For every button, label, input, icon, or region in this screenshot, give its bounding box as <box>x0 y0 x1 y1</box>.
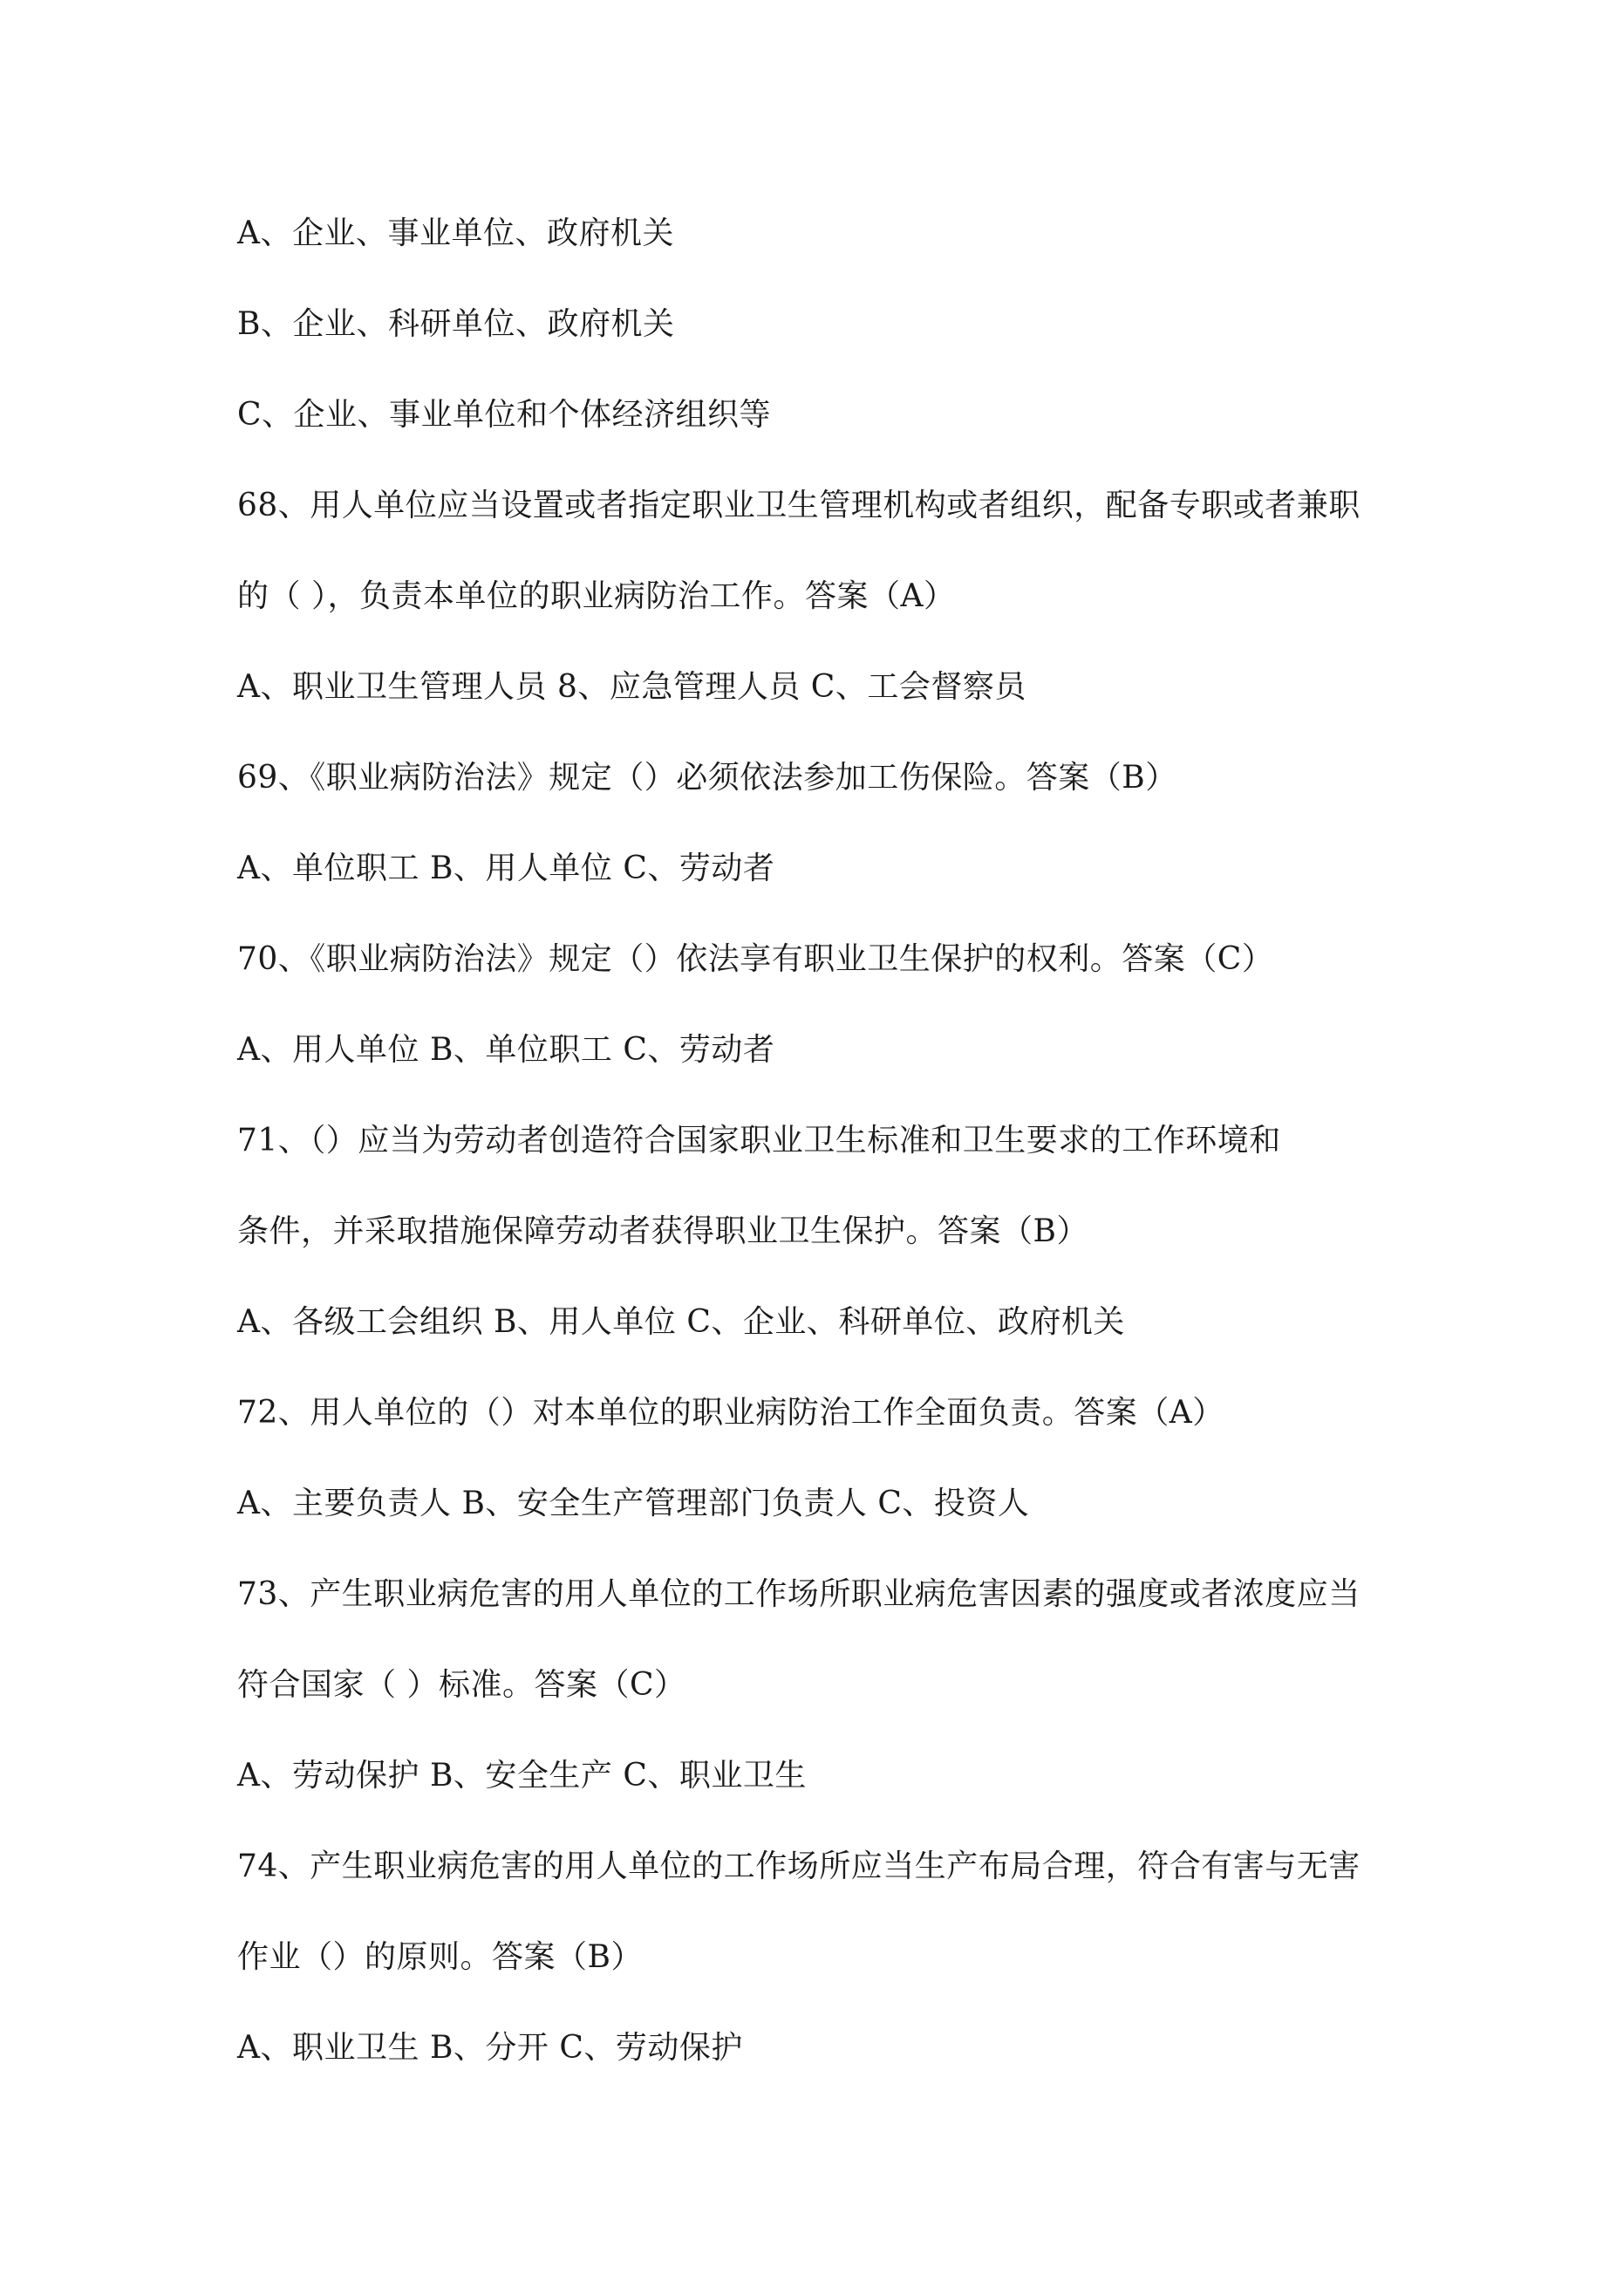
question-line: 69、《职业病防治法》规定（）必须依法参加工伤保险。答案（B） <box>237 760 1177 796</box>
question-line: 符合国家（ ）标准。答案（C） <box>237 1667 686 1703</box>
question-line: 作业（）的原则。答案（B） <box>237 1939 643 1975</box>
option-line: A、劳动保护 B、安全生产 C、职业卫生 <box>237 1758 807 1794</box>
question-line: 71、（）应当为劳动者创造符合国家职业卫生标准和卫生要求的工作环境和 <box>237 1123 1281 1158</box>
option-line: A、职业卫生 B、分开 C、劳动保护 <box>237 2030 743 2066</box>
question-line: 的（ ），负责本单位的职业病防治工作。答案（A） <box>237 578 956 614</box>
question-line: 70、《职业病防治法》规定（）依法享有职业卫生保护的权利。答案（C） <box>237 941 1274 977</box>
option-line: B、企业、科研单位、政府机关 <box>237 306 675 342</box>
question-line: 条件，并采取措施保障劳动者获得职业卫生保护。答案（B） <box>237 1213 1088 1249</box>
option-line: A、用人单位 B、单位职工 C、劳动者 <box>237 1032 775 1068</box>
option-line: A、单位职工 B、用人单位 C、劳动者 <box>237 851 775 886</box>
option-line: A、主要负责人 B、安全生产管理部门负责人 C、投资人 <box>237 1486 1030 1521</box>
question-line: 73、产生职业病危害的用人单位的工作场所职业病危害因素的强度或者浓度应当 <box>237 1576 1360 1612</box>
document-body <box>237 208 1441 2113</box>
option-line: A、职业卫生管理人员 8、应急管理人员 C、工会督察员 <box>237 669 1026 705</box>
question-line: 74、产生职业病危害的用人单位的工作场所应当生产布局合理，符合有害与无害 <box>237 1848 1360 1884</box>
option-line: A、各级工会组织 B、用人单位 C、企业、科研单位、政府机关 <box>237 1304 1125 1340</box>
option-line: C、企业、事业单位和个体经济组织等 <box>237 397 772 433</box>
option-line: A、企业、事业单位、政府机关 <box>237 215 674 251</box>
question-line: 72、用人单位的（）对本单位的职业病防治工作全面负责。答案（A） <box>237 1395 1224 1431</box>
question-line: 68、用人单位应当设置或者指定职业卫生管理机构或者组织，配备专职或者兼职 <box>237 488 1360 523</box>
